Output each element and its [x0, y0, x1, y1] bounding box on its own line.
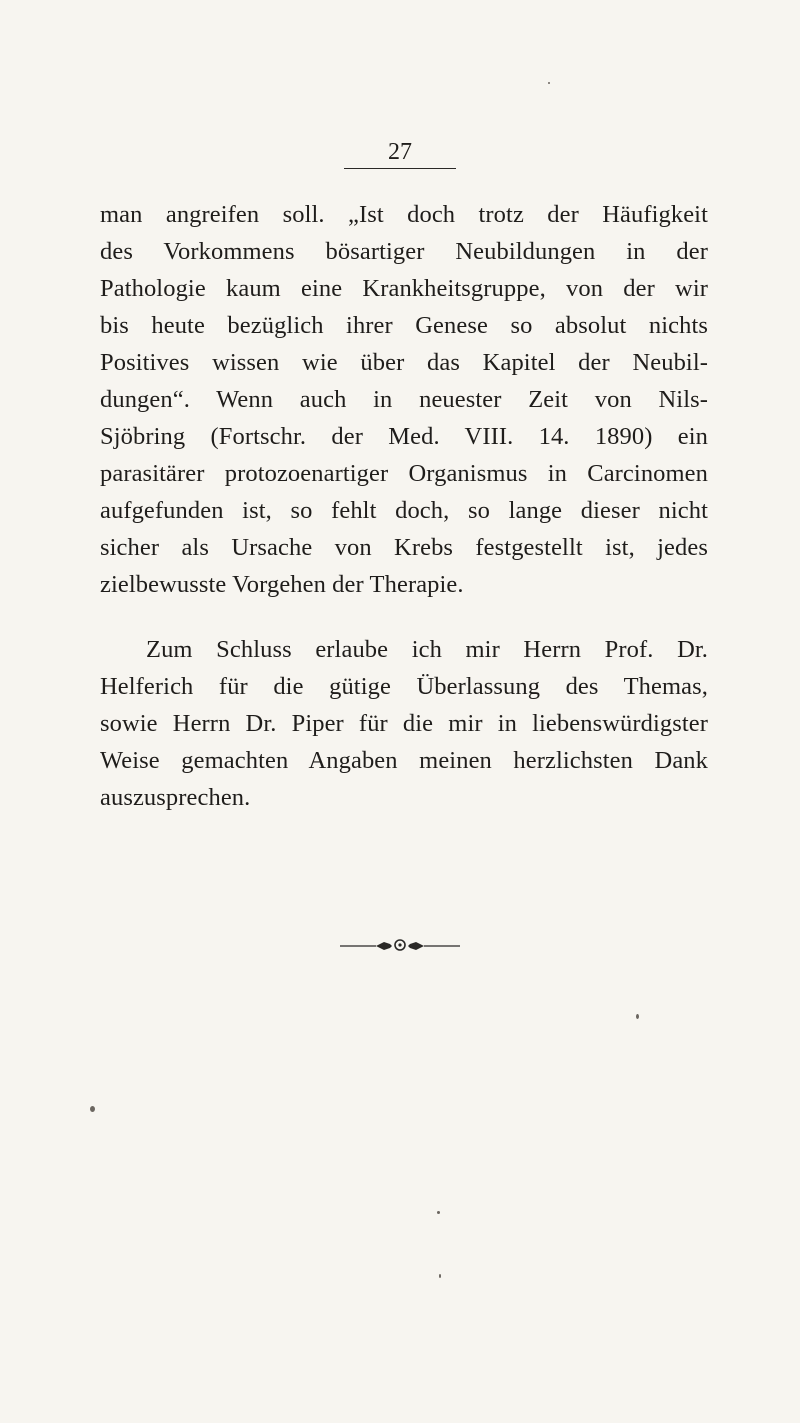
paper-speck	[90, 1106, 95, 1112]
text-line: sicher als Ursache von Krebs festgestellt ist, jedes	[100, 534, 708, 561]
text-line: Sjöbring (Fortschr. der Med. VIII. 14. 1890) ein	[100, 423, 708, 450]
paper-speck	[636, 1014, 639, 1019]
end-ornament-icon	[338, 936, 462, 954]
text-line: sowie Herrn Dr. Piper für die mir in liebenswürdigster	[100, 710, 708, 737]
text-line: Weise gemachten Angaben meinen herzlichsten Dank	[100, 747, 708, 774]
text-line: parasitärer protozoenartiger Organismus in Carcinomen	[100, 460, 708, 487]
text-line: des Vorkommens bösartiger Neubildungen in der	[100, 238, 708, 265]
page-number-rule	[344, 168, 456, 169]
text-line: aufgefunden ist, so fehlt doch, so lange dieser nicht	[100, 497, 708, 524]
text-line: auszusprechen.	[100, 784, 251, 811]
text-line: Pathologie kaum eine Krankheitsgruppe, von der wir	[100, 275, 708, 302]
text-line: Helferich für die gütige Überlassung des Themas,	[100, 673, 708, 700]
text-line: man angreifen soll. „Ist doch trotz der Häufigkeit	[100, 201, 708, 228]
text-line: Positives wissen wie über das Kapitel der Neubil-	[100, 349, 708, 376]
page-number-text: 27	[388, 139, 412, 165]
text-line: bis heute bezüglich ihrer Genese so absolut nichts	[100, 312, 708, 339]
paper-speck	[548, 82, 550, 84]
paper-speck	[439, 1274, 441, 1278]
text-line: Zum Schluss erlaube ich mir Herrn Prof. Dr.	[146, 636, 708, 663]
text-line: zielbewusste Vorgehen der Therapie.	[100, 571, 464, 598]
paper-speck	[437, 1211, 440, 1214]
text-line: dungen“. Wenn auch in neuester Zeit von Nils-	[100, 386, 708, 413]
page-number	[340, 140, 460, 169]
